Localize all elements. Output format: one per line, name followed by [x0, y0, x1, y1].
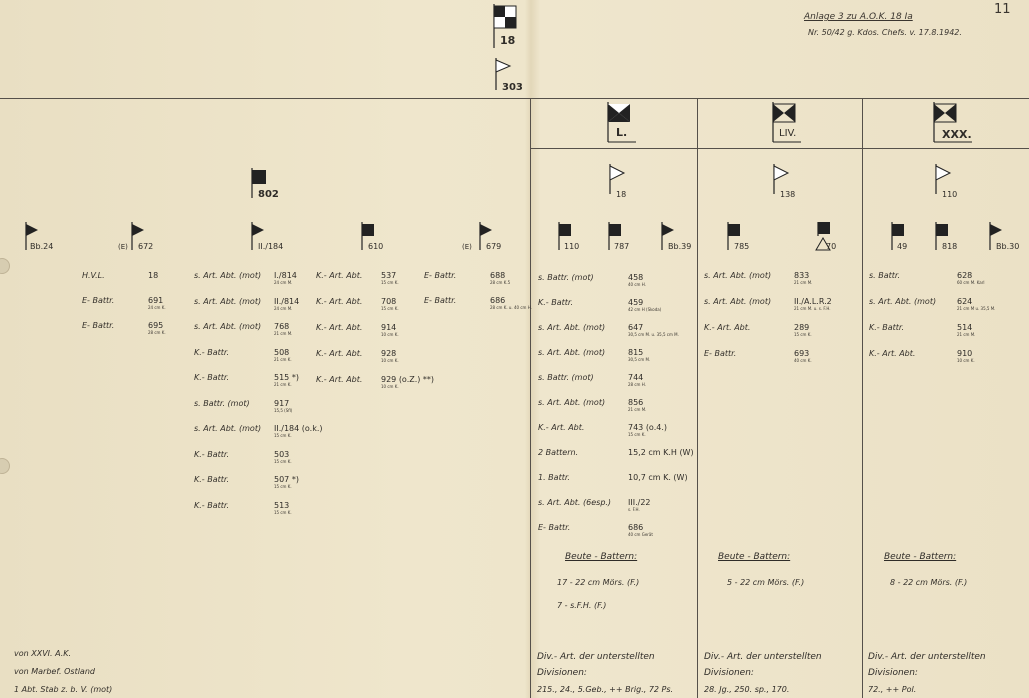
unit-label-II184: II./184	[258, 242, 284, 251]
unit-name: s. Art. Abt. (mot)	[704, 297, 772, 306]
note: von XXVI. A.K.	[14, 649, 72, 658]
unit-number: 910	[957, 349, 973, 358]
unit-calibre: 21 cm M.	[794, 280, 813, 285]
unit-number: II./814	[274, 296, 300, 306]
beute-title-L: Beute - Battern:	[565, 552, 638, 562]
unit-number: 624	[957, 297, 973, 306]
unit-name: H.V.L.	[82, 271, 105, 280]
unit-number: 686	[628, 523, 644, 532]
unit-calibre: 40 cm H.	[628, 282, 646, 287]
unit-number: 815	[628, 348, 644, 357]
unit-name: s. Art. Abt. (mot)	[538, 323, 606, 332]
unit-number: 833	[794, 271, 810, 280]
corps-arko-LIV: 138	[780, 190, 796, 199]
unit-name: K.- Battr.	[194, 500, 229, 510]
corps-flag-icon	[771, 102, 801, 146]
unit-number: 743 (o.4.)	[628, 423, 667, 432]
div-list-LIV: 28. Jg., 250. sp., 170.	[704, 685, 790, 694]
unit-name: s. Art. Abt. (6esp.)	[538, 498, 612, 507]
unit-calibre: 28 cm H.	[628, 382, 646, 387]
unit-name: s. Art. Abt. (mot)	[538, 398, 606, 407]
reference-line-1: Anlage 3 zu A.O.K. 18 Ia	[804, 12, 913, 22]
unit-calibre: 24 cm M.	[274, 305, 293, 311]
unit-number: I./814	[274, 271, 297, 280]
unit-number: 647	[628, 323, 644, 332]
divider-LIV-XXX	[862, 98, 863, 698]
subunit-label: 785	[734, 242, 750, 251]
page-number: 11	[994, 2, 1011, 17]
unit-number: 458	[628, 273, 644, 282]
unit-number: 917	[274, 398, 290, 408]
unit-name: s. Art. Abt. (mot)	[704, 271, 772, 280]
unit-number: 695	[148, 321, 164, 330]
beute-title-XXX: Beute - Battern:	[884, 552, 957, 562]
unit-calibre: 15 cm K.	[274, 433, 292, 438]
unit-name: K.- Art. Abt.	[316, 349, 363, 358]
unit-number: III./22	[628, 498, 651, 507]
unit-name: K.- Art. Abt.	[869, 349, 916, 358]
unit-name: K.- Battr.	[194, 449, 229, 459]
divider-left	[530, 98, 531, 698]
div-title-XXX: Div.- Art. der unterstellten	[868, 652, 986, 662]
arko-label-top: 303	[502, 82, 523, 93]
unit-number: 459	[628, 298, 644, 307]
subunit-label: 49	[897, 242, 908, 251]
unit-calibre: 15 cm K.	[381, 306, 399, 311]
unit-calibre: 10 cm K.	[381, 384, 399, 389]
unit-name: s. Battr.	[869, 271, 901, 280]
beute-item: 5 - 22 cm Mörs. (F.)	[727, 578, 805, 587]
unit-name: s. Art. Abt. (mot)	[194, 424, 262, 433]
unit-calibre: 30,5 cm M.	[628, 357, 651, 362]
corps-arko-XXX: 110	[942, 190, 958, 199]
unit-name: E- Battr.	[82, 296, 115, 305]
arko-802-label: 802	[258, 189, 279, 200]
corps-header-rule	[530, 148, 1029, 149]
unit-number: 628	[957, 271, 973, 280]
unit-calibre: 21 cm M.	[628, 407, 647, 412]
unit-name: E- Battr.	[704, 349, 737, 358]
unit-calibre: 10 cm K.	[957, 358, 975, 363]
corps-arko-L: 18	[616, 190, 627, 199]
top-rule	[0, 98, 1029, 99]
unit-name: K.- Art. Abt.	[316, 375, 363, 384]
unit-prefix-672: (E)	[118, 243, 128, 251]
unit-label-679: 679	[486, 242, 502, 251]
unit-number: 856	[628, 398, 644, 407]
note: von Marbef. Ostland	[14, 667, 95, 676]
unit-name: K.- Battr.	[869, 323, 904, 332]
unit-number: 507 *)	[274, 475, 299, 484]
corps-label-XXX: XXX.	[942, 128, 972, 141]
unit-calibre: 24 cm M.	[274, 280, 293, 285]
unit-number: 18	[148, 271, 159, 280]
unit-number: 508	[274, 347, 290, 357]
unit-number: 10,7 cm K. (W)	[628, 473, 688, 482]
unit-label-bb24: Bb.24	[30, 242, 54, 251]
unit-name: s. Battr. (mot)	[538, 373, 594, 382]
unit-name: K.- Art. Abt.	[704, 323, 751, 332]
unit-number: 515 *)	[274, 373, 299, 382]
unit-number: II./184 (o.k.)	[274, 424, 323, 433]
unit-calibre: 24 cm K.	[148, 305, 166, 310]
unit-name: s. Art. Abt. (mot)	[194, 271, 262, 280]
army-label: 18	[500, 34, 516, 47]
div-list-XXX: 72., ++ Pol.	[868, 685, 917, 694]
unit-number: 513	[274, 500, 290, 510]
unit-calibre: s. F.H.	[628, 507, 640, 512]
unit-number: 503	[274, 449, 290, 459]
unit-prefix-679: (E)	[462, 243, 472, 251]
unit-number: 914	[381, 323, 397, 332]
unit-label-610: 610	[368, 242, 384, 251]
corps-label-L: L.	[616, 126, 628, 139]
unit-name: s. Battr. (mot)	[538, 273, 594, 282]
unit-calibre: 10 cm K.	[381, 358, 399, 363]
unit-calibre: 40 cm Gerät	[628, 532, 653, 537]
subunit-label: Bb.39	[668, 242, 692, 251]
unit-calibre: 28 cm K.	[148, 330, 166, 335]
unit-calibre: 15 cm K.	[274, 458, 292, 464]
unit-name: E- Battr.	[424, 296, 457, 305]
unit-name: K.- Battr.	[538, 298, 573, 307]
unit-calibre: 15 cm K.	[274, 509, 292, 515]
note: 1 Abt. Stab z. b. V. (mot)	[14, 685, 113, 694]
unit-name: s. Art. Abt. (mot)	[869, 297, 937, 306]
unit-number: 688	[490, 271, 506, 280]
unit-number: 289	[794, 323, 810, 332]
unit-name: K.- Art. Abt.	[316, 323, 363, 332]
unit-name: K.- Art. Abt.	[316, 271, 363, 280]
unit-calibre: 21 cm M.	[957, 332, 976, 337]
unit-calibre: 15 cm K.	[381, 280, 399, 285]
divider-L-LIV	[697, 98, 698, 698]
unit-calibre: 15 cm K.	[628, 432, 646, 437]
unit-name: 2 Battern.	[538, 448, 579, 457]
unit-calibre: 15 cm K.	[274, 484, 292, 489]
unit-number: 744	[628, 373, 644, 382]
unit-name: E- Battr.	[424, 271, 457, 280]
unit-calibre: 28 cm K.5	[490, 280, 511, 285]
unit-number: 693	[794, 349, 810, 358]
unit-name: s. Art. Abt. (mot)	[194, 322, 262, 331]
beute-title-LIV: Beute - Battern:	[718, 552, 791, 562]
subunit-label: 110	[564, 242, 580, 251]
unit-calibre: 60 cm M. Karl	[957, 280, 985, 285]
subunit-label: 787	[614, 242, 630, 251]
unit-calibre: 21 cm K.	[274, 382, 292, 387]
beute-item: 17 - 22 cm Mörs. (F.)	[557, 578, 640, 587]
unit-calibre: 40 cm K.	[794, 358, 812, 363]
unit-name: 1. Battr.	[538, 473, 570, 482]
unit-number: 768	[274, 322, 290, 331]
beute-item: 7 - s.F.H. (F.)	[557, 601, 607, 610]
subunit-label: 70	[826, 242, 837, 251]
div-list-L: 215., 24., 5.Geb., ++ Brig., 72 Ps.	[537, 685, 674, 694]
beute-item: 8 - 22 cm Mörs. (F.)	[890, 578, 968, 587]
unit-name: K.- Battr.	[194, 475, 229, 484]
div-label-L: Divisionen:	[537, 668, 587, 678]
unit-number: 928	[381, 349, 397, 358]
unit-name: s. Art. Abt. (mot)	[538, 348, 606, 357]
subunit-label: Bb.30	[996, 242, 1020, 251]
unit-label-672: 672	[138, 242, 154, 251]
unit-name: K.- Battr.	[194, 373, 229, 382]
unit-name: s. Battr. (mot)	[194, 398, 250, 408]
corps-label-LIV: LIV.	[779, 128, 797, 139]
unit-calibre: 15,5 (Sfl)	[274, 407, 293, 413]
unit-number: 929 (o.Z.) **)	[381, 375, 435, 384]
unit-name: K.- Art. Abt.	[538, 423, 585, 432]
unit-name: s. Art. Abt. (mot)	[194, 296, 262, 306]
unit-calibre: 15 cm K.	[794, 332, 812, 337]
unit-number: 708	[381, 297, 397, 306]
div-label-XXX: Divisionen:	[868, 668, 918, 678]
unit-calibre: 10 cm K.	[381, 332, 399, 337]
unit-calibre: 21 cm K.	[274, 356, 292, 362]
unit-number: 537	[381, 271, 397, 280]
unit-number: 15,2 cm K.H (W)	[628, 448, 694, 457]
unit-number: 686	[490, 296, 506, 305]
unit-calibre: 42 cm H (Skoda)	[628, 307, 662, 312]
corps-flag-icon	[606, 102, 636, 146]
unit-calibre: 30,5 cm M. u. 35,5 cm M.	[628, 332, 679, 337]
unit-number: 514	[957, 323, 973, 332]
unit-calibre: 21 cm M.	[274, 331, 293, 336]
unit-name: E- Battr.	[538, 523, 571, 532]
unit-calibre: 21 cm M u. 35,5 M.	[957, 306, 996, 311]
unit-calibre: 28 cm K. u. 40 cm H.	[490, 305, 532, 310]
reference-line-2: Nr. 50/42 g. Kdos. Chefs. v. 17.8.1942.	[808, 28, 962, 37]
unit-name: K.- Art. Abt.	[316, 297, 363, 306]
unit-number: II./A.L.R.2	[794, 297, 832, 306]
unit-calibre: 21 cm M. u. s. F.H.	[794, 306, 831, 311]
div-title-LIV: Div.- Art. der unterstellten	[704, 652, 822, 662]
unit-name: E- Battr.	[82, 321, 115, 330]
div-label-LIV: Divisionen:	[704, 668, 754, 678]
div-title-L: Div.- Art. der unterstellten	[537, 652, 655, 662]
unit-number: 691	[148, 296, 164, 305]
unit-name: K.- Battr.	[194, 347, 229, 357]
subunit-label: 818	[942, 242, 958, 251]
